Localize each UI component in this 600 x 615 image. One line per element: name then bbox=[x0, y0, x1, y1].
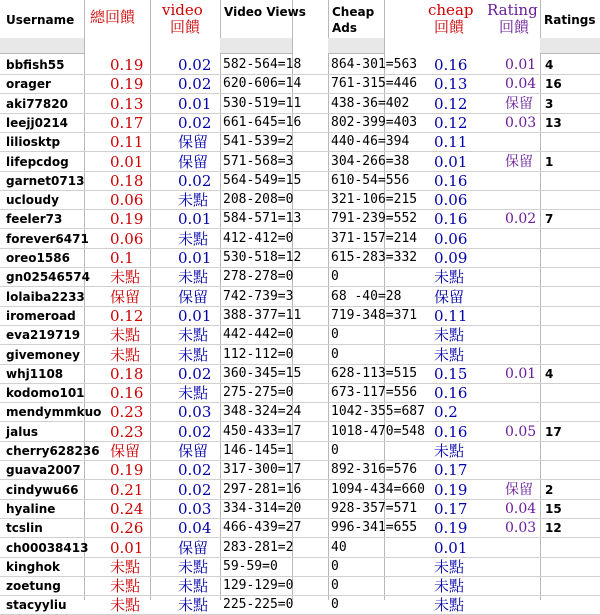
cheap-feedback-cell: 0.01 bbox=[434, 539, 468, 557]
username-cell: cherry628236 bbox=[6, 444, 100, 458]
table-row bbox=[0, 74, 600, 94]
username-cell: zoetung bbox=[6, 579, 61, 593]
rating-feedback-cell: 0.01 bbox=[505, 366, 537, 382]
total-feedback-cell: 0.01 bbox=[110, 539, 144, 557]
video-views-cell: 530-518=12 bbox=[223, 250, 302, 265]
table-row bbox=[0, 132, 600, 152]
cheap-feedback-cell: 0.13 bbox=[434, 75, 468, 93]
rating-feedback-cell: 0.05 bbox=[505, 424, 537, 440]
cheap-feedback-cell: 保留 bbox=[434, 288, 465, 306]
cheap-feedback-cell: 0.06 bbox=[434, 191, 468, 209]
header-cheap-label: cheap bbox=[428, 1, 474, 19]
cheap-ads-cell: 0 bbox=[331, 578, 339, 593]
table-row bbox=[0, 171, 600, 191]
username-cell: gn02546574 bbox=[6, 270, 90, 284]
video-feedback-cell: 保留 bbox=[178, 133, 209, 151]
video-feedback-cell: 0.01 bbox=[178, 249, 212, 267]
video-feedback-cell: 保留 bbox=[178, 153, 209, 171]
cheap-ads-cell: 0 bbox=[331, 597, 339, 612]
video-views-cell: 129-129=0 bbox=[223, 578, 294, 593]
table-row bbox=[0, 325, 600, 345]
header-video-views: Video Views bbox=[224, 5, 306, 19]
username-cell: iromeroad bbox=[6, 309, 76, 323]
cheap-ads-cell: 40 bbox=[331, 540, 347, 555]
cheap-feedback-cell: 未點 bbox=[434, 558, 465, 576]
ratings-cell: 16 bbox=[545, 77, 562, 91]
table-row bbox=[0, 229, 600, 249]
username-cell: lifepcdog bbox=[6, 155, 69, 169]
cheap-feedback-cell: 0.17 bbox=[434, 500, 468, 518]
video-feedback-cell: 0.02 bbox=[178, 365, 212, 383]
video-views-cell: 530-519=11 bbox=[223, 96, 302, 111]
username-cell: feeler73 bbox=[6, 212, 63, 226]
total-feedback-cell: 保留 bbox=[110, 288, 141, 306]
video-feedback-cell: 0.02 bbox=[178, 75, 212, 93]
video-views-cell: 275-275=0 bbox=[223, 385, 294, 400]
video-views-cell: 571-568=3 bbox=[223, 154, 294, 169]
total-feedback-cell: 未點 bbox=[110, 268, 141, 286]
video-feedback-cell: 未點 bbox=[178, 577, 209, 595]
blank-row-cell bbox=[220, 38, 292, 54]
header-video-feedback: 回饋 bbox=[170, 18, 201, 36]
video-feedback-cell: 保留 bbox=[178, 539, 209, 557]
video-feedback-cell: 未點 bbox=[178, 384, 209, 402]
video-views-cell: 541-539=2 bbox=[223, 134, 294, 149]
username-cell: cindywu66 bbox=[6, 483, 79, 497]
cheap-feedback-cell: 未點 bbox=[434, 268, 465, 286]
table-row bbox=[0, 518, 600, 538]
video-views-cell: 450-433=17 bbox=[223, 424, 302, 439]
username-cell: leejj0214 bbox=[6, 116, 69, 130]
video-views-cell: 620-606=14 bbox=[223, 76, 302, 91]
total-feedback-cell: 0.1 bbox=[110, 249, 134, 267]
table-row bbox=[0, 209, 600, 229]
cheap-ads-cell: 928-357=571 bbox=[331, 501, 418, 516]
table-row bbox=[0, 576, 600, 596]
header-ratings: Ratings bbox=[544, 13, 596, 27]
cheap-ads-cell: 1018-470=548 bbox=[331, 424, 425, 439]
cheap-feedback-cell: 未點 bbox=[434, 577, 465, 595]
total-feedback-cell: 0.06 bbox=[110, 230, 144, 248]
cheap-feedback-cell: 未點 bbox=[434, 326, 465, 344]
rating-feedback-cell: 0.04 bbox=[505, 501, 537, 517]
username-cell: jalus bbox=[6, 425, 39, 439]
table-row bbox=[0, 55, 600, 75]
total-feedback-cell: 未點 bbox=[110, 596, 141, 614]
ratings-cell: 7 bbox=[545, 212, 554, 226]
cheap-feedback-cell: 0.17 bbox=[434, 461, 468, 479]
video-views-cell: 334-314=20 bbox=[223, 501, 302, 516]
table-row bbox=[0, 306, 600, 326]
cheap-ads-cell: 610-54=556 bbox=[331, 173, 410, 188]
header-username: Username bbox=[6, 13, 75, 27]
table-header bbox=[0, 0, 600, 38]
table-row bbox=[0, 538, 600, 558]
table-row bbox=[0, 190, 600, 210]
cheap-ads-cell: 761-315=446 bbox=[331, 76, 418, 91]
cheap-feedback-cell: 0.12 bbox=[434, 95, 468, 113]
cheap-feedback-cell: 0.19 bbox=[434, 481, 468, 499]
video-feedback-cell: 0.04 bbox=[178, 519, 212, 537]
cheap-ads-cell: 0 bbox=[331, 347, 339, 362]
table-row bbox=[0, 480, 600, 500]
video-feedback-cell: 0.01 bbox=[178, 95, 212, 113]
video-feedback-cell: 未點 bbox=[178, 326, 209, 344]
video-views-cell: 146-145=1 bbox=[223, 443, 294, 458]
table-row bbox=[0, 557, 600, 577]
total-feedback-cell: 0.06 bbox=[110, 191, 144, 209]
video-feedback-cell: 0.01 bbox=[178, 307, 212, 325]
rating-feedback-cell: 0.01 bbox=[505, 57, 537, 73]
total-feedback-cell: 0.16 bbox=[110, 384, 144, 402]
cheap-ads-cell: 0 bbox=[331, 443, 339, 458]
cheap-feedback-cell: 0.16 bbox=[434, 423, 468, 441]
username-cell: stacyyliu bbox=[6, 598, 67, 612]
table-row bbox=[0, 499, 600, 519]
cheap-ads-cell: 802-399=403 bbox=[331, 115, 418, 130]
video-feedback-cell: 0.02 bbox=[178, 423, 212, 441]
ratings-cell: 17 bbox=[545, 425, 562, 439]
cheap-feedback-cell: 0.16 bbox=[434, 172, 468, 190]
username-cell: kodomo101 bbox=[6, 386, 85, 400]
username-cell: whj1108 bbox=[6, 367, 64, 381]
cheap-feedback-cell: 0.12 bbox=[434, 114, 468, 132]
total-feedback-cell: 0.19 bbox=[110, 210, 144, 228]
table-row bbox=[0, 441, 600, 461]
rating-feedback-cell: 保留 bbox=[505, 482, 533, 498]
video-feedback-cell: 未點 bbox=[178, 230, 209, 248]
total-feedback-cell: 0.01 bbox=[110, 153, 144, 171]
username-cell: tcslin bbox=[6, 521, 43, 535]
rating-feedback-cell: 0.03 bbox=[505, 115, 537, 131]
cheap-ads-cell: 615-283=332 bbox=[331, 250, 418, 265]
username-cell: eva219719 bbox=[6, 328, 81, 342]
rating-feedback-cell: 保留 bbox=[505, 154, 533, 170]
total-feedback-cell: 0.21 bbox=[110, 481, 144, 499]
username-cell: oreo1586 bbox=[6, 251, 70, 265]
table-row bbox=[0, 402, 600, 422]
cheap-ads-cell: 321-106=215 bbox=[331, 192, 418, 207]
video-feedback-cell: 保留 bbox=[178, 288, 209, 306]
cheap-feedback-cell: 0.15 bbox=[434, 365, 468, 383]
video-feedback-cell: 保留 bbox=[178, 442, 209, 460]
table-row bbox=[0, 345, 600, 365]
video-views-cell: 584-571=13 bbox=[223, 211, 302, 226]
blank-row-cell bbox=[328, 38, 384, 54]
video-views-cell: 208-208=0 bbox=[223, 192, 294, 207]
username-cell: kinghok bbox=[6, 560, 60, 574]
username-cell: givemoney bbox=[6, 348, 80, 362]
video-views-cell: 112-112=0 bbox=[223, 347, 294, 362]
blank-row-cell bbox=[0, 38, 84, 54]
cheap-ads-cell: 628-113=515 bbox=[331, 366, 418, 381]
cheap-ads-cell: 304-266=38 bbox=[331, 154, 410, 169]
cheap-ads-cell: 0 bbox=[331, 559, 339, 574]
video-feedback-cell: 0.02 bbox=[178, 56, 212, 74]
total-feedback-cell: 0.18 bbox=[110, 365, 144, 383]
cheap-feedback-cell: 0.11 bbox=[434, 307, 468, 325]
header-total-feedback: 總回饋 bbox=[90, 8, 136, 26]
video-views-cell: 59-59=0 bbox=[223, 559, 278, 574]
table-row bbox=[0, 383, 600, 403]
cheap-ads-cell: 0 bbox=[331, 327, 339, 342]
video-views-cell: 317-300=17 bbox=[223, 462, 302, 477]
video-feedback-cell: 未點 bbox=[178, 346, 209, 364]
video-views-cell: 283-281=2 bbox=[223, 540, 294, 555]
username-cell: bbfish55 bbox=[6, 58, 65, 72]
username-cell: orager bbox=[6, 77, 51, 91]
ratings-cell: 15 bbox=[545, 502, 562, 516]
cheap-ads-cell: 864-301=563 bbox=[331, 57, 418, 72]
cheap-feedback-cell: 未點 bbox=[434, 442, 465, 460]
video-feedback-cell: 0.02 bbox=[178, 461, 212, 479]
blank-row-cell bbox=[540, 38, 600, 54]
cheap-ads-cell: 719-348=371 bbox=[331, 308, 418, 323]
cheap-feedback-cell: 0.09 bbox=[434, 249, 468, 267]
video-feedback-cell: 0.03 bbox=[178, 403, 212, 421]
total-feedback-cell: 0.18 bbox=[110, 172, 144, 190]
cheap-ads-cell: 996-341=655 bbox=[331, 520, 418, 535]
video-feedback-cell: 0.02 bbox=[178, 481, 212, 499]
total-feedback-cell: 0.23 bbox=[110, 403, 144, 421]
total-feedback-cell: 保留 bbox=[110, 442, 141, 460]
username-cell: forever6471 bbox=[6, 232, 89, 246]
cheap-feedback-cell: 0.2 bbox=[434, 403, 458, 421]
total-feedback-cell: 0.13 bbox=[110, 95, 144, 113]
cheap-ads-cell: 68 -40=28 bbox=[331, 289, 402, 304]
cheap-feedback-cell: 0.06 bbox=[434, 230, 468, 248]
total-feedback-cell: 未點 bbox=[110, 558, 141, 576]
cheap-feedback-cell: 0.16 bbox=[434, 210, 468, 228]
total-feedback-cell: 0.11 bbox=[110, 133, 144, 151]
video-views-cell: 278-278=0 bbox=[223, 269, 294, 284]
video-views-cell: 582-564=18 bbox=[223, 57, 302, 72]
cheap-feedback-cell: 0.19 bbox=[434, 519, 468, 537]
ratings-cell: 4 bbox=[545, 367, 554, 381]
username-cell: ch00038413 bbox=[6, 541, 89, 555]
header-cheap-feedback: 回饋 bbox=[434, 18, 465, 36]
username-cell: liliosktp bbox=[6, 135, 61, 149]
username-cell: ucloudy bbox=[6, 193, 59, 207]
video-feedback-cell: 未點 bbox=[178, 596, 209, 614]
ratings-cell: 3 bbox=[545, 97, 554, 111]
cheap-ads-cell: 673-117=556 bbox=[331, 385, 418, 400]
table-row bbox=[0, 287, 600, 307]
rating-feedback-cell: 0.02 bbox=[505, 211, 537, 227]
table-row bbox=[0, 422, 600, 442]
username-cell: aki77820 bbox=[6, 97, 68, 111]
video-feedback-cell: 未點 bbox=[178, 558, 209, 576]
total-feedback-cell: 未點 bbox=[110, 577, 141, 595]
rating-feedback-cell: 0.03 bbox=[505, 520, 537, 536]
ratings-cell: 2 bbox=[545, 483, 554, 497]
ratings-cell: 13 bbox=[545, 116, 562, 130]
cheap-feedback-cell: 未點 bbox=[434, 346, 465, 364]
username-cell: mendymmkuo bbox=[6, 405, 102, 419]
cheap-feedback-cell: 未點 bbox=[434, 596, 465, 614]
cheap-ads-cell: 438-36=402 bbox=[331, 96, 410, 111]
ratings-cell: 4 bbox=[545, 58, 554, 72]
video-feedback-cell: 未點 bbox=[178, 268, 209, 286]
header-cheap-ads: Cheap Ads bbox=[332, 5, 375, 35]
total-feedback-cell: 0.23 bbox=[110, 423, 144, 441]
table-row bbox=[0, 152, 600, 172]
video-feedback-cell: 0.01 bbox=[178, 210, 212, 228]
video-views-cell: 442-442=0 bbox=[223, 327, 294, 342]
cheap-ads-cell: 371-157=214 bbox=[331, 231, 418, 246]
cheap-feedback-cell: 0.11 bbox=[434, 133, 468, 151]
cheap-ads-cell: 0 bbox=[331, 269, 339, 284]
total-feedback-cell: 0.24 bbox=[110, 500, 144, 518]
total-feedback-cell: 0.26 bbox=[110, 519, 144, 537]
table-row bbox=[0, 595, 600, 615]
total-feedback-cell: 未點 bbox=[110, 346, 141, 364]
total-feedback-cell: 0.17 bbox=[110, 114, 144, 132]
total-feedback-cell: 0.19 bbox=[110, 75, 144, 93]
video-feedback-cell: 0.02 bbox=[178, 114, 212, 132]
video-views-cell: 412-412=0 bbox=[223, 231, 294, 246]
table-row bbox=[0, 94, 600, 114]
video-views-cell: 360-345=15 bbox=[223, 366, 302, 381]
cheap-ads-cell: 791-239=552 bbox=[331, 211, 418, 226]
cheap-ads-cell: 892-316=576 bbox=[331, 462, 418, 477]
rating-feedback-cell: 保留 bbox=[505, 96, 533, 112]
ratings-cell: 12 bbox=[545, 521, 562, 535]
total-feedback-cell: 0.12 bbox=[110, 307, 144, 325]
table-row bbox=[0, 460, 600, 480]
cheap-ads-cell: 1042-355=687 bbox=[331, 404, 425, 419]
username-cell: garnet0713 bbox=[6, 174, 85, 188]
video-views-cell: 348-324=24 bbox=[223, 404, 302, 419]
video-views-cell: 466-439=27 bbox=[223, 520, 302, 535]
table-row bbox=[0, 267, 600, 287]
cheap-feedback-cell: 0.16 bbox=[434, 56, 468, 74]
username-cell: lolaiba2233 bbox=[6, 290, 85, 304]
video-feedback-cell: 0.02 bbox=[178, 172, 212, 190]
table-row bbox=[0, 248, 600, 268]
cheap-ads-cell: 1094-434=660 bbox=[331, 482, 425, 497]
video-feedback-cell: 未點 bbox=[178, 191, 209, 209]
cheap-ads-cell: 440-46=394 bbox=[331, 134, 410, 149]
table-row bbox=[0, 113, 600, 133]
header-rating-feedback: 回饋 bbox=[499, 18, 530, 36]
video-views-cell: 225-225=0 bbox=[223, 597, 294, 612]
cheap-feedback-cell: 0.01 bbox=[434, 153, 468, 171]
total-feedback-cell: 0.19 bbox=[110, 461, 144, 479]
username-cell: hyaline bbox=[6, 502, 56, 516]
total-feedback-cell: 未點 bbox=[110, 326, 141, 344]
total-feedback-cell: 0.19 bbox=[110, 56, 144, 74]
video-views-cell: 742-739=3 bbox=[223, 289, 294, 304]
header-rating-label: Rating bbox=[487, 1, 538, 19]
header-video-label: video bbox=[162, 1, 203, 19]
video-views-cell: 297-281=16 bbox=[223, 482, 302, 497]
cheap-feedback-cell: 0.16 bbox=[434, 384, 468, 402]
video-views-cell: 388-377=11 bbox=[223, 308, 302, 323]
username-cell: guava2007 bbox=[6, 463, 81, 477]
video-views-cell: 661-645=16 bbox=[223, 115, 302, 130]
table-row bbox=[0, 364, 600, 384]
video-views-cell: 564-549=15 bbox=[223, 173, 302, 188]
video-feedback-cell: 0.03 bbox=[178, 500, 212, 518]
ratings-cell: 1 bbox=[545, 155, 554, 169]
rating-feedback-cell: 0.04 bbox=[505, 76, 537, 92]
